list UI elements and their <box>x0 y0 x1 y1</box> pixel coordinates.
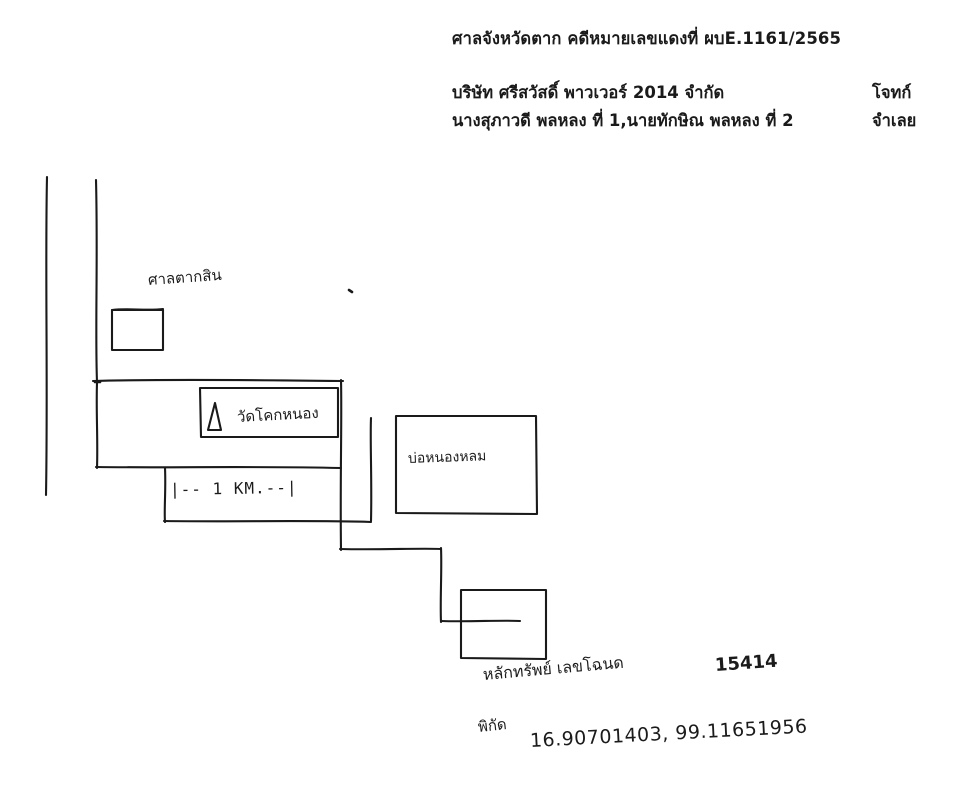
label-pond: บ่อหนองหลม <box>407 448 487 467</box>
label-coordinates-value: 16.90701403, 99.11651956 <box>529 715 809 752</box>
party-block <box>0 80 964 140</box>
label-temple: วัดโคกหนอง <box>236 403 320 426</box>
label-parcel-number: 15414 <box>714 650 779 676</box>
plaintiff-role: โจทก์ <box>872 83 912 102</box>
party-row <box>452 108 952 136</box>
defendant-role: จำเลย <box>872 111 917 130</box>
map-linework <box>0 150 964 800</box>
label-parcel-text: หลักทรัพย์ เลขโฉนด <box>482 652 625 684</box>
hand-drawn-map <box>0 150 964 800</box>
label-distance-1km: |-- 1 KM.--| <box>169 477 298 499</box>
court-case-line: ศาลจังหวัดตาก คดีหมายเลขแดงที่ ผบE.1161/2565 <box>452 29 842 48</box>
document-header <box>0 26 964 140</box>
defendant-name: นางสุภาวดี พลหลง ที่ 1,นายทักษิณ พลหลง ที่ 2 <box>452 111 794 130</box>
plaintiff-name: บริษัท ศรีสวัสดิ์ พาวเวอร์ 2014 จำกัด <box>452 83 725 102</box>
party-row <box>452 80 952 108</box>
label-court: ศาลตากสิน <box>147 265 223 289</box>
label-coordinates-key: พิกัด <box>477 715 508 736</box>
